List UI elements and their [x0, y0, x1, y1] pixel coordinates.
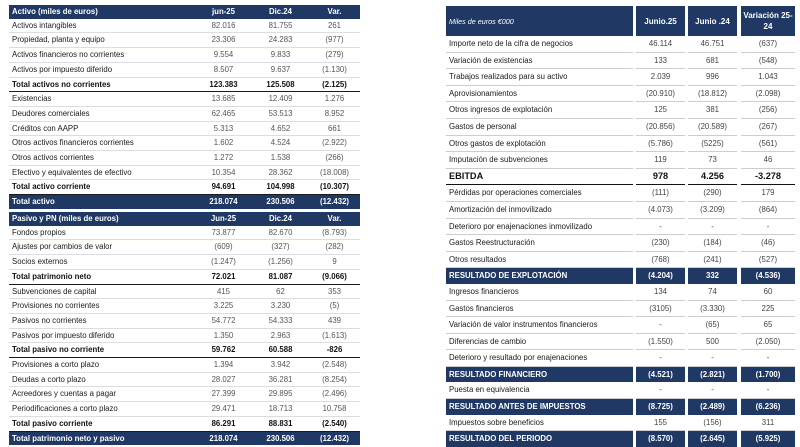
- resultado-del-periodo-value-jun24: (2.645): [688, 431, 737, 447]
- total-activos-no-corrientes-value-current: 123.383: [195, 77, 252, 92]
- assets-table: [9, 5, 360, 209]
- acreedores-y-cuentas-a-pagar-value-variation: (2.496): [309, 387, 360, 402]
- gastos-de-personal-value-jun24: (20.589): [688, 118, 737, 135]
- socios-externos-value-variation: 9: [309, 255, 360, 270]
- total-activo-value-prior: 230.506: [252, 195, 309, 209]
- activos-intangibles-value-current: 82.016: [195, 19, 252, 33]
- trabajos-realizados-para-su-activo-value-jun24: 996: [688, 69, 737, 86]
- trabajos-realizados-para-su-activo-label: Trabajos realizados para su activo: [446, 69, 633, 86]
- variacion-de-existencias-value-variation: (548): [741, 52, 795, 69]
- deudas-a-corto-plazo-value-prior: 36.281: [252, 372, 309, 387]
- total-patrimonio-neto-y-pasivo-value-current: 218.074: [195, 431, 252, 445]
- socios-externos-value-current: (1.247): [195, 255, 252, 270]
- amortizacion-del-inmovilizado-value-jun25: (4.073): [636, 201, 685, 218]
- pasivos-por-impuesto-diferido-label: Pasivos por impuesto diferido: [9, 328, 195, 343]
- activos-por-impuesto-diferido-value-variation: (1.130): [309, 62, 360, 77]
- resultado-antes-de-impuestos-label: RESULTADO ANTES DE IMPUESTOS: [446, 399, 633, 415]
- provisiones-a-corto-plazo-label: Provisiones a corto plazo: [9, 358, 195, 373]
- row-efectivo-y-equivalentes-de-efectivo: [9, 165, 360, 180]
- row-pasivos-por-impuesto-diferido: [9, 328, 360, 343]
- aprovisionamientos-value-jun24: (18.812): [688, 85, 737, 102]
- perdidas-por-operaciones-comerciales-value-jun25: (111): [636, 185, 685, 202]
- ingresos-financieros-value-variation: 60: [741, 284, 795, 300]
- row-resultado-del-periodo: [446, 431, 795, 447]
- otros-ingresos-de-explotacion-value-jun25: 125: [636, 102, 685, 119]
- resultado-financiero-value-variation: (1.700): [741, 366, 795, 382]
- imputacion-de-subvenciones-value-jun24: 73: [688, 152, 737, 169]
- otros-resultados-value-jun24: (241): [688, 251, 737, 268]
- pasivos-no-corrientes-label: Pasivos no corrientes: [9, 313, 195, 328]
- deterioro-y-resultado-por-enajenaciones-label: Deterioro y resultado por enajenaciones: [446, 350, 633, 367]
- creditos-con-aapp-label: Créditos con AAPP: [9, 121, 195, 136]
- existencias-value-variation: 1.276: [309, 92, 360, 107]
- total-activo-corriente-label: Total activo corriente: [9, 180, 195, 195]
- efectivo-y-equivalentes-de-efectivo-value-current: 10.354: [195, 165, 252, 180]
- creditos-con-aapp-value-prior: 4.652: [252, 121, 309, 136]
- provisiones-a-corto-plazo-value-variation: (2.548): [309, 358, 360, 373]
- subvenciones-de-capital-value-current: 415: [195, 284, 252, 299]
- amortizacion-del-inmovilizado-value-jun24: (3.209): [688, 201, 737, 218]
- total-patrimonio-neto-y-pasivo-value-prior: 230.506: [252, 431, 309, 445]
- existencias-label: Existencias: [9, 92, 195, 107]
- otros-gastos-de-explotacion-value-variation: (561): [741, 135, 795, 152]
- otros-ingresos-de-explotacion-value-jun24: 381: [688, 102, 737, 119]
- socios-externos-label: Socios externos: [9, 255, 195, 270]
- row-imputacion-de-subvenciones: [446, 152, 795, 169]
- total-patrimonio-neto-y-pasivo-value-variation: (12.432): [309, 431, 360, 445]
- activos-por-impuesto-diferido-value-current: 8.507: [195, 62, 252, 77]
- row-provisiones-no-corrientes: [9, 299, 360, 314]
- total-patrimonio-neto-label: Total patrimonio neto: [9, 269, 195, 284]
- propiedad-planta-y-equipo-value-current: 23.306: [195, 33, 252, 48]
- deudas-a-corto-plazo-label: Deudas a corto plazo: [9, 372, 195, 387]
- deudores-comerciales-value-current: 62.465: [195, 106, 252, 121]
- diferencias-de-cambio-value-jun25: (1.550): [636, 333, 685, 350]
- ingresos-financieros-value-jun25: 134: [636, 284, 685, 300]
- variacion-de-existencias-label: Variación de existencias: [446, 52, 633, 69]
- fondos-propios-value-current: 73.877: [195, 226, 252, 240]
- subvenciones-de-capital-value-prior: 62: [252, 284, 309, 299]
- pl-header: [446, 6, 795, 36]
- row-deterioro-por-enajenaciones-inmovilizado: [446, 218, 795, 235]
- aprovisionamientos-label: Aprovisionamientos: [446, 85, 633, 102]
- row-otros-ingresos-de-explotacion: [446, 102, 795, 119]
- row-otros-resultados: [446, 251, 795, 268]
- ajustes-por-cambios-de-valor-label: Ajustes por cambios de valor: [9, 240, 195, 255]
- activos-financieros-no-corrientes-label: Activos financieros no corrientes: [9, 48, 195, 63]
- gastos-de-personal-value-variation: (267): [741, 118, 795, 135]
- deudores-comerciales-value-variation: 8.952: [309, 106, 360, 121]
- variacion-de-valor-instrumentos-financieros-value-variation: 65: [741, 317, 795, 334]
- existencias-value-current: 13.685: [195, 92, 252, 107]
- puesta-en-equivalencia-value-jun24: -: [688, 382, 737, 398]
- resultado-financiero-value-jun25: (4.521): [636, 366, 685, 382]
- otros-resultados-value-variation: (527): [741, 251, 795, 268]
- gastos-reestructuracion-label: Gastos Reestructuración: [446, 235, 633, 252]
- provisiones-a-corto-plazo-value-prior: 3.942: [252, 358, 309, 373]
- periodificaciones-a-corto-plazo-value-current: 29.471: [195, 402, 252, 417]
- resultado-antes-de-impuestos-value-jun25: (8.725): [636, 399, 685, 415]
- liabilities-header-col-dic24: Dic.24: [252, 212, 309, 226]
- assets-header-col-dic24: Dic.24: [252, 5, 309, 19]
- efectivo-y-equivalentes-de-efectivo-value-prior: 28.362: [252, 165, 309, 180]
- row-activos-intangibles: [9, 19, 360, 33]
- otros-activos-financieros-corrientes-value-current: 1.602: [195, 136, 252, 151]
- row-existencias: [9, 92, 360, 107]
- ajustes-por-cambios-de-valor-value-current: (609): [195, 240, 252, 255]
- total-activo-corriente-value-current: 94.691: [195, 180, 252, 195]
- puesta-en-equivalencia-value-jun25: -: [636, 382, 685, 398]
- total-activo-value-variation: (12.432): [309, 195, 360, 209]
- ajustes-por-cambios-de-valor-value-variation: (282): [309, 240, 360, 255]
- deterioro-por-enajenaciones-inmovilizado-label: Deterioro por enajenaciones inmovilizado: [446, 218, 633, 235]
- periodificaciones-a-corto-plazo-label: Periodificaciones a corto plazo: [9, 402, 195, 417]
- row-otros-activos-financieros-corrientes: [9, 136, 360, 151]
- ajustes-por-cambios-de-valor-value-prior: (327): [252, 240, 309, 255]
- acreedores-y-cuentas-a-pagar-value-prior: 29.895: [252, 387, 309, 402]
- impuestos-sobre-beneficios-value-jun24: (156): [688, 415, 737, 431]
- deudas-a-corto-plazo-value-variation: (8.254): [309, 372, 360, 387]
- diferencias-de-cambio-value-variation: (2.050): [741, 333, 795, 350]
- pasivos-no-corrientes-value-current: 54.772: [195, 313, 252, 328]
- variacion-de-valor-instrumentos-financieros-value-jun24: (65): [688, 317, 737, 334]
- row-resultado-financiero: [446, 366, 795, 382]
- resultado-del-periodo-value-variation: (5.925): [741, 431, 795, 447]
- otros-ingresos-de-explotacion-label: Otros ingresos de explotación: [446, 102, 633, 119]
- income-statement-table: [446, 6, 795, 447]
- total-pasivo-no-corriente-value-current: 59.762: [195, 343, 252, 358]
- otros-ingresos-de-explotacion-value-variation: (256): [741, 102, 795, 119]
- row-subvenciones-de-capital: [9, 284, 360, 299]
- creditos-con-aapp-value-variation: 661: [309, 121, 360, 136]
- otros-activos-corrientes-label: Otros activos corrientes: [9, 151, 195, 166]
- deudas-a-corto-plazo-value-current: 28.027: [195, 372, 252, 387]
- importe-neto-de-la-cifra-de-negocios-label: Importe neto de la cifra de negocios: [446, 36, 633, 52]
- diferencias-de-cambio-value-jun24: 500: [688, 333, 737, 350]
- row-deudas-a-corto-plazo: [9, 372, 360, 387]
- imputacion-de-subvenciones-value-variation: 46: [741, 152, 795, 169]
- total-activo-label: Total activo: [9, 195, 195, 209]
- pasivos-por-impuesto-diferido-value-prior: 2.963: [252, 328, 309, 343]
- gastos-financieros-label: Gastos financieros: [446, 300, 633, 317]
- pl-header-col-jun25: Junio.25: [636, 6, 685, 36]
- gastos-de-personal-label: Gastos de personal: [446, 118, 633, 135]
- aprovisionamientos-value-variation: (2.098): [741, 85, 795, 102]
- propiedad-planta-y-equipo-value-variation: (977): [309, 33, 360, 48]
- resultado-de-explotacion-label: RESULTADO DE EXPLOTACIÓN: [446, 268, 633, 284]
- variacion-de-valor-instrumentos-financieros-label: Variación de valor instrumentos financieros: [446, 317, 633, 334]
- activos-por-impuesto-diferido-value-prior: 9.637: [252, 62, 309, 77]
- row-variacion-de-existencias: [446, 52, 795, 69]
- activos-financieros-no-corrientes-value-current: 9.554: [195, 48, 252, 63]
- row-activos-financieros-no-corrientes: [9, 48, 360, 63]
- liabilities-header-col-jun25: Jun-25: [195, 212, 252, 226]
- row-diferencias-de-cambio: [446, 333, 795, 350]
- subvenciones-de-capital-label: Subvenciones de capital: [9, 284, 195, 299]
- pl-header-col-var: Variación 25-24: [741, 6, 795, 36]
- amortizacion-del-inmovilizado-label: Amortización del inmovilizado: [446, 201, 633, 218]
- row-gastos-financieros: [446, 300, 795, 317]
- assets-header-col-var: Var.: [309, 5, 360, 19]
- provisiones-no-corrientes-value-prior: 3.230: [252, 299, 309, 314]
- row-total-patrimonio-neto-y-pasivo: [9, 431, 360, 445]
- efectivo-y-equivalentes-de-efectivo-value-variation: (18.008): [309, 165, 360, 180]
- total-patrimonio-neto-value-prior: 81.087: [252, 269, 309, 284]
- total-pasivo-no-corriente-value-prior: 60.588: [252, 343, 309, 358]
- provisiones-no-corrientes-value-variation: (5): [309, 299, 360, 314]
- ingresos-financieros-label: Ingresos financieros: [446, 284, 633, 300]
- row-total-activo: [9, 195, 360, 209]
- resultado-del-periodo-value-jun25: (8.570): [636, 431, 685, 447]
- row-propiedad-planta-y-equipo: [9, 33, 360, 48]
- row-total-activos-no-corrientes: [9, 77, 360, 92]
- gastos-reestructuracion-value-jun25: (230): [636, 235, 685, 252]
- row-resultado-antes-de-impuestos: [446, 399, 795, 415]
- row-total-pasivo-corriente: [9, 416, 360, 431]
- liabilities-table: [9, 212, 360, 445]
- provisiones-no-corrientes-value-current: 3.225: [195, 299, 252, 314]
- otros-gastos-de-explotacion-label: Otros gastos de explotación: [446, 135, 633, 152]
- total-pasivo-corriente-value-variation: (2.540): [309, 416, 360, 431]
- row-creditos-con-aapp: [9, 121, 360, 136]
- ebitda-value-jun25: 978: [636, 168, 685, 185]
- activos-por-impuesto-diferido-label: Activos por impuesto diferido: [9, 62, 195, 77]
- impuestos-sobre-beneficios-label: Impuestos sobre beneficios: [446, 415, 633, 431]
- resultado-antes-de-impuestos-value-variation: (6.236): [741, 399, 795, 415]
- row-amortizacion-del-inmovilizado: [446, 201, 795, 218]
- otros-activos-financieros-corrientes-label: Otros activos financieros corrientes: [9, 136, 195, 151]
- subvenciones-de-capital-value-variation: 353: [309, 284, 360, 299]
- pasivos-por-impuesto-diferido-value-current: 1.350: [195, 328, 252, 343]
- total-activos-no-corrientes-value-prior: 125.508: [252, 77, 309, 92]
- row-total-activo-corriente: [9, 180, 360, 195]
- total-activo-corriente-value-variation: (10.307): [309, 180, 360, 195]
- otros-activos-corrientes-value-current: 1.272: [195, 151, 252, 166]
- variacion-de-existencias-value-jun24: 681: [688, 52, 737, 69]
- liabilities-header-title: Pasivo y PN (miles de euros): [9, 212, 195, 226]
- aprovisionamientos-value-jun25: (20.910): [636, 85, 685, 102]
- otros-activos-corrientes-value-prior: 1.538: [252, 151, 309, 166]
- provisiones-no-corrientes-label: Provisiones no corrientes: [9, 299, 195, 314]
- periodificaciones-a-corto-plazo-value-prior: 18.713: [252, 402, 309, 417]
- total-patrimonio-neto-value-current: 72.021: [195, 269, 252, 284]
- propiedad-planta-y-equipo-label: Propiedad, planta y equipo: [9, 33, 195, 48]
- deterioro-por-enajenaciones-inmovilizado-value-variation: -: [741, 218, 795, 235]
- row-deudores-comerciales: [9, 106, 360, 121]
- activos-intangibles-value-variation: 261: [309, 19, 360, 33]
- row-acreedores-y-cuentas-a-pagar: [9, 387, 360, 402]
- total-patrimonio-neto-value-variation: (9.066): [309, 269, 360, 284]
- deudores-comerciales-label: Deudores comerciales: [9, 106, 195, 121]
- row-puesta-en-equivalencia: [446, 382, 795, 398]
- total-activos-no-corrientes-label: Total activos no corrientes: [9, 77, 195, 92]
- perdidas-por-operaciones-comerciales-label: Pérdidas por operaciones comerciales: [446, 185, 633, 202]
- fondos-propios-value-prior: 82.670: [252, 226, 309, 240]
- fondos-propios-value-variation: (8.793): [309, 226, 360, 240]
- provisiones-a-corto-plazo-value-current: 1.394: [195, 358, 252, 373]
- trabajos-realizados-para-su-activo-value-variation: 1.043: [741, 69, 795, 86]
- row-pasivos-no-corrientes: [9, 313, 360, 328]
- row-otros-activos-corrientes: [9, 151, 360, 166]
- importe-neto-de-la-cifra-de-negocios-value-jun24: 46.751: [688, 36, 737, 52]
- propiedad-planta-y-equipo-value-prior: 24.283: [252, 33, 309, 48]
- row-socios-externos: [9, 255, 360, 270]
- otros-gastos-de-explotacion-value-jun24: (5225): [688, 135, 737, 152]
- perdidas-por-operaciones-comerciales-value-variation: 179: [741, 185, 795, 202]
- deterioro-y-resultado-por-enajenaciones-value-variation: -: [741, 350, 795, 367]
- row-importe-neto-de-la-cifra-de-negocios: [446, 36, 795, 52]
- gastos-financieros-value-variation: 225: [741, 300, 795, 317]
- row-total-patrimonio-neto: [9, 269, 360, 284]
- row-deterioro-y-resultado-por-enajenaciones: [446, 350, 795, 367]
- total-pasivo-no-corriente-value-variation: -826: [309, 343, 360, 358]
- variacion-de-valor-instrumentos-financieros-value-jun25: -: [636, 317, 685, 334]
- imputacion-de-subvenciones-value-jun25: 119: [636, 152, 685, 169]
- otros-activos-corrientes-value-variation: (266): [309, 151, 360, 166]
- activos-intangibles-value-prior: 81.755: [252, 19, 309, 33]
- row-total-pasivo-no-corriente: [9, 343, 360, 358]
- existencias-value-prior: 12.409: [252, 92, 309, 107]
- pasivos-no-corrientes-value-prior: 54.333: [252, 313, 309, 328]
- periodificaciones-a-corto-plazo-value-variation: 10.758: [309, 402, 360, 417]
- total-activo-value-current: 218.074: [195, 195, 252, 209]
- acreedores-y-cuentas-a-pagar-value-current: 27.399: [195, 387, 252, 402]
- assets-header: [9, 5, 360, 19]
- gastos-financieros-value-jun25: (3105): [636, 300, 685, 317]
- assets-header-title: Activo (miles de euros): [9, 5, 195, 19]
- row-impuestos-sobre-beneficios: [446, 415, 795, 431]
- socios-externos-value-prior: (1.256): [252, 255, 309, 270]
- activos-financieros-no-corrientes-value-variation: (279): [309, 48, 360, 63]
- row-trabajos-realizados-para-su-activo: [446, 69, 795, 86]
- deterioro-y-resultado-por-enajenaciones-value-jun24: -: [688, 350, 737, 367]
- pasivos-por-impuesto-diferido-value-variation: (1.613): [309, 328, 360, 343]
- row-aprovisionamientos: [446, 85, 795, 102]
- ebitda-value-jun24: 4.256: [688, 168, 737, 185]
- gastos-financieros-value-jun24: (3.330): [688, 300, 737, 317]
- activos-financieros-no-corrientes-value-prior: 9.833: [252, 48, 309, 63]
- pl-header-units: Miles de euros €000: [446, 6, 633, 36]
- total-pasivo-no-corriente-label: Total pasivo no corriente: [9, 343, 195, 358]
- deterioro-y-resultado-por-enajenaciones-value-jun25: -: [636, 350, 685, 367]
- puesta-en-equivalencia-label: Puesta en equivalencia: [446, 382, 633, 398]
- otros-resultados-label: Otros resultados: [446, 251, 633, 268]
- pl-header-col-jun24: Junio .24: [688, 6, 737, 36]
- resultado-del-periodo-label: RESULTADO DEL PERIODO: [446, 431, 633, 447]
- otros-resultados-value-jun25: (768): [636, 251, 685, 268]
- amortizacion-del-inmovilizado-value-variation: (864): [741, 201, 795, 218]
- row-ebitda: [446, 168, 795, 185]
- ebitda-value-variation: -3.278: [741, 168, 795, 185]
- creditos-con-aapp-value-current: 5.313: [195, 121, 252, 136]
- otros-activos-financieros-corrientes-value-prior: 4.524: [252, 136, 309, 151]
- liabilities-header: [9, 212, 360, 226]
- variacion-de-existencias-value-jun25: 133: [636, 52, 685, 69]
- resultado-financiero-label: RESULTADO FINANCIERO: [446, 366, 633, 382]
- total-activos-no-corrientes-value-variation: (2.125): [309, 77, 360, 92]
- ebitda-label: EBITDA: [446, 168, 633, 185]
- impuestos-sobre-beneficios-value-variation: 311: [741, 415, 795, 431]
- row-ingresos-financieros: [446, 284, 795, 300]
- diferencias-de-cambio-label: Diferencias de cambio: [446, 333, 633, 350]
- importe-neto-de-la-cifra-de-negocios-value-jun25: 46.114: [636, 36, 685, 52]
- importe-neto-de-la-cifra-de-negocios-value-variation: (637): [741, 36, 795, 52]
- row-perdidas-por-operaciones-comerciales: [446, 185, 795, 202]
- row-otros-gastos-de-explotacion: [446, 135, 795, 152]
- row-gastos-reestructuracion: [446, 235, 795, 252]
- gastos-reestructuracion-value-variation: (46): [741, 235, 795, 252]
- ingresos-financieros-value-jun24: 74: [688, 284, 737, 300]
- pasivos-no-corrientes-value-variation: 439: [309, 313, 360, 328]
- gastos-de-personal-value-jun25: (20.856): [636, 118, 685, 135]
- fondos-propios-label: Fondos propios: [9, 226, 195, 240]
- resultado-antes-de-impuestos-value-jun24: (2.489): [688, 399, 737, 415]
- activos-intangibles-label: Activos intangibles: [9, 19, 195, 33]
- row-gastos-de-personal: [446, 118, 795, 135]
- imputacion-de-subvenciones-label: Imputación de subvenciones: [446, 152, 633, 169]
- otros-activos-financieros-corrientes-value-variation: (2.922): [309, 136, 360, 151]
- trabajos-realizados-para-su-activo-value-jun25: 2.039: [636, 69, 685, 86]
- resultado-de-explotacion-value-jun25: (4.204): [636, 268, 685, 284]
- row-fondos-propios: [9, 226, 360, 240]
- resultado-de-explotacion-value-jun24: 332: [688, 268, 737, 284]
- row-periodificaciones-a-corto-plazo: [9, 402, 360, 417]
- deudores-comerciales-value-prior: 53.513: [252, 106, 309, 121]
- row-provisiones-a-corto-plazo: [9, 358, 360, 373]
- row-activos-por-impuesto-diferido: [9, 62, 360, 77]
- total-pasivo-corriente-value-prior: 88.831: [252, 416, 309, 431]
- acreedores-y-cuentas-a-pagar-label: Acreedores y cuentas a pagar: [9, 387, 195, 402]
- row-ajustes-por-cambios-de-valor: [9, 240, 360, 255]
- row-variacion-de-valor-instrumentos-financieros: [446, 317, 795, 334]
- total-patrimonio-neto-y-pasivo-label: Total patrimonio neto y pasivo: [9, 431, 195, 445]
- total-pasivo-corriente-label: Total pasivo corriente: [9, 416, 195, 431]
- perdidas-por-operaciones-comerciales-value-jun24: (290): [688, 185, 737, 202]
- deterioro-por-enajenaciones-inmovilizado-value-jun25: -: [636, 218, 685, 235]
- efectivo-y-equivalentes-de-efectivo-label: Efectivo y equivalentes de efectivo: [9, 165, 195, 180]
- otros-gastos-de-explotacion-value-jun25: (5.786): [636, 135, 685, 152]
- liabilities-header-col-var: Var.: [309, 212, 360, 226]
- total-activo-corriente-value-prior: 104.998: [252, 180, 309, 195]
- impuestos-sobre-beneficios-value-jun25: 155: [636, 415, 685, 431]
- resultado-de-explotacion-value-variation: (4.536): [741, 268, 795, 284]
- deterioro-por-enajenaciones-inmovilizado-value-jun24: -: [688, 218, 737, 235]
- resultado-financiero-value-jun24: (2.821): [688, 366, 737, 382]
- row-resultado-de-explotacion: [446, 268, 795, 284]
- gastos-reestructuracion-value-jun24: (184): [688, 235, 737, 252]
- puesta-en-equivalencia-value-variation: -: [741, 382, 795, 398]
- total-pasivo-corriente-value-current: 86.291: [195, 416, 252, 431]
- assets-header-col-jun25: jun-25: [195, 5, 252, 19]
